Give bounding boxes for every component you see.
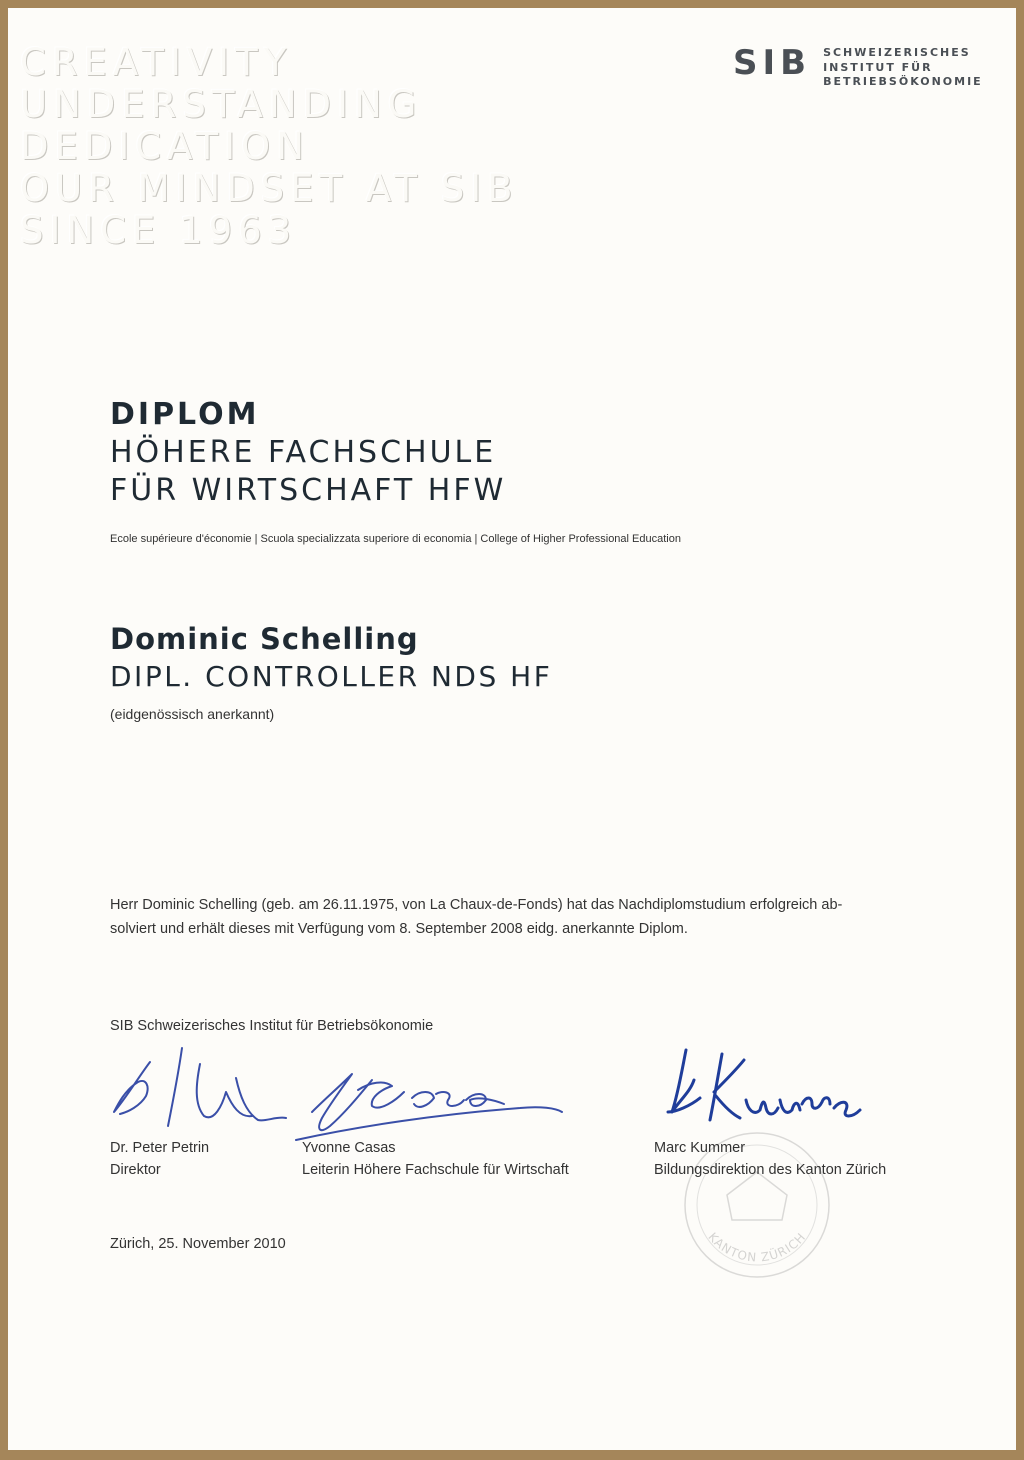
school-title-line: FÜR WIRTSCHAFT HFW bbox=[110, 473, 507, 508]
emboss-line: CREATIVITY bbox=[20, 41, 293, 84]
signer-role: Direktor bbox=[110, 1162, 161, 1178]
diplom-heading: DIPLOM bbox=[110, 397, 260, 432]
signer-role: Bildungsdirektion des Kanton Zürich bbox=[654, 1162, 887, 1178]
signature-casas bbox=[296, 1074, 562, 1140]
recognition-note: (eidgenössisch anerkannt) bbox=[110, 706, 275, 722]
signer-role: Leiterin Höhere Fachschule für Wirtschaft bbox=[302, 1162, 569, 1178]
institute-name: SIB Schweizerisches Institut für Betriebsökonomie bbox=[110, 1018, 434, 1034]
logo-word: INSTITUT FÜR bbox=[823, 60, 933, 74]
emboss-line: UNDERSTANDING bbox=[20, 83, 423, 126]
body-line: Herr Dominic Schelling (geb. am 26.11.1975, von La Chaux-de-Fonds) hat das Nachdiplomstudium erfolgreich ab- bbox=[110, 897, 843, 913]
signer-name: Marc Kummer bbox=[654, 1140, 746, 1156]
stamp-text: KANTON ZÜRICH bbox=[705, 1229, 809, 1265]
signer-petrin bbox=[110, 1137, 209, 1181]
emboss-line: OUR MINDSET AT SIB bbox=[20, 167, 519, 210]
emboss-line: SINCE 1963 bbox=[20, 209, 298, 252]
school-title-line: HÖHERE FACHSCHULE bbox=[110, 435, 497, 470]
signer-name: Yvonne Casas bbox=[302, 1140, 396, 1156]
signer-casas bbox=[302, 1137, 569, 1181]
emboss-line: DEDICATION bbox=[20, 125, 310, 168]
body-line: solviert und erhält dieses mit Verfügung vom 8. September 2008 eidg. anerkannte Diplom. bbox=[110, 921, 688, 937]
sib-logo-mark: SIB bbox=[733, 43, 812, 83]
logo-word: SCHWEIZERISCHES bbox=[823, 46, 971, 59]
svg-text:KANTON ZÜRICH bbox=[705, 1230, 808, 1265]
multilingual-subtitle: Ecole supérieure d'économie | Scuola specializzata superiore di economia | College of Higher Professional Education bbox=[110, 533, 681, 545]
degree-title: DIPL. CONTROLLER NDS HF bbox=[110, 660, 553, 693]
signature-petrin bbox=[114, 1048, 286, 1126]
logo-word: BETRIEBSÖKONOMIE bbox=[823, 75, 983, 88]
recipient-name: Dominic Schelling bbox=[110, 622, 419, 656]
signer-kummer bbox=[654, 1137, 886, 1181]
signature-kummer bbox=[668, 1050, 860, 1120]
issue-date: Zürich, 25. November 2010 bbox=[110, 1236, 286, 1252]
signer-name: Dr. Peter Petrin bbox=[110, 1140, 210, 1156]
